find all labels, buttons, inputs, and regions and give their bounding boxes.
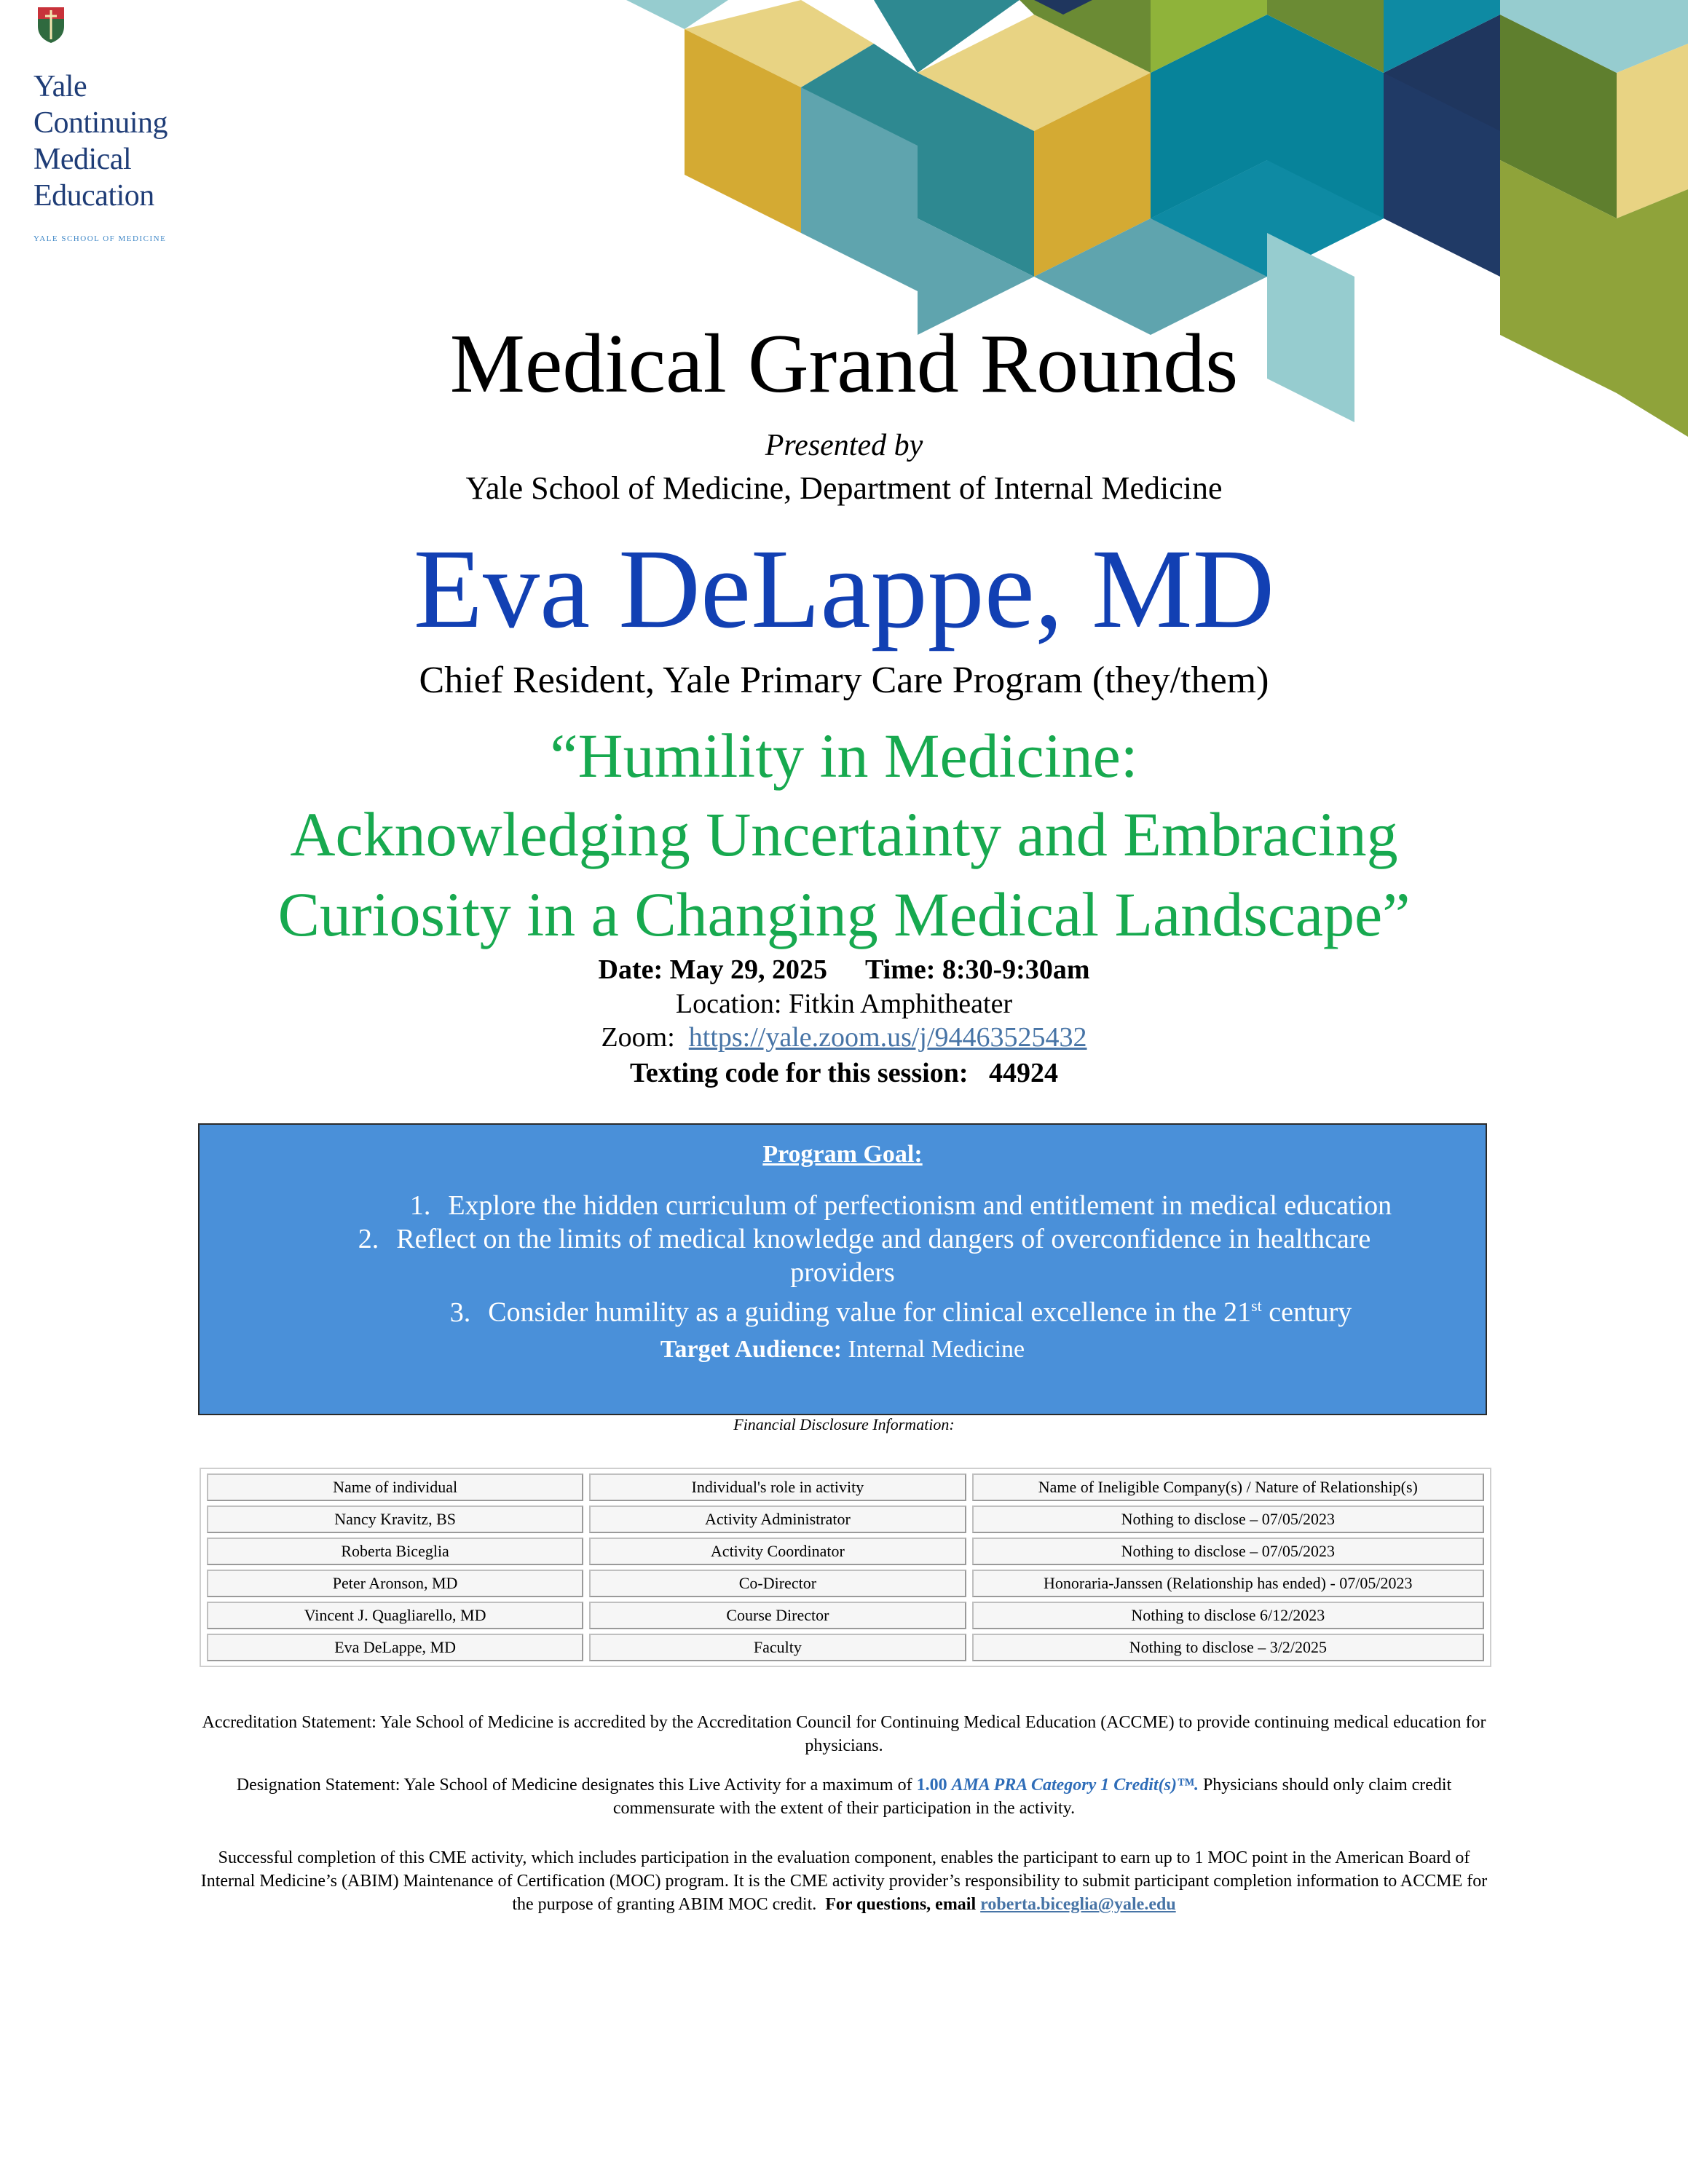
- column-header-name: Name of individual: [207, 1473, 583, 1501]
- table-row: [207, 1570, 1484, 1597]
- designation-credit: [917, 1776, 1199, 1795]
- goal-text-sup: st: [1251, 1297, 1262, 1315]
- table-row: [207, 1506, 1484, 1533]
- zoom-label: Zoom:: [601, 1022, 675, 1053]
- cell-relationship: Honoraria-Janssen (Relationship has ended) - 07/05/2023: [972, 1570, 1484, 1597]
- logo-line-medical: Medical: [33, 143, 132, 176]
- session-time: Time: 8:30-9:30am: [864, 954, 1090, 985]
- cell-role: Faculty: [589, 1634, 966, 1661]
- goal-item-1: [200, 1189, 1486, 1222]
- goal-number: 2.: [358, 1224, 379, 1254]
- speaker-role: Chief Resident, Yale Primary Care Program (they/them): [419, 660, 1269, 701]
- logo-line-yale: Yale: [33, 70, 87, 103]
- program-goal-heading: Program Goal:: [762, 1141, 923, 1168]
- financial-disclosure-title: Financial Disclosure Information:: [733, 1415, 955, 1433]
- designation-statement: [198, 1773, 1490, 1820]
- goal-text-end: century: [1261, 1297, 1352, 1328]
- cell-role: Course Director: [589, 1602, 966, 1629]
- cell-role: Activity Coordinator: [589, 1538, 966, 1565]
- table-row: [207, 1634, 1484, 1661]
- goal-text: Reflect on the limits of medical knowledge and dangers of overconfidence in healthcare: [396, 1224, 1371, 1254]
- yale-cme-logo: [33, 6, 167, 243]
- cell-relationship: Nothing to disclose – 07/05/2023: [972, 1506, 1484, 1533]
- speaker-name: Eva DeLappe, MD: [413, 526, 1275, 652]
- designation-pre: Designation Statement: Yale School of Medicine designates this Live Activity for a maximum of: [236, 1776, 917, 1795]
- program-goal-box: [198, 1123, 1487, 1415]
- column-header-role: Individual's role in activity: [589, 1473, 966, 1501]
- goal-item-2-continued: providers: [790, 1257, 895, 1288]
- logo-line-continuing: Continuing: [33, 106, 168, 140]
- page-title: Medical Grand Rounds: [449, 317, 1239, 411]
- session-location: Location: Fitkin Amphitheater: [675, 989, 1013, 1019]
- session-zoom: [0, 1021, 1688, 1053]
- goal-text: Explore the hidden curriculum of perfectionism and entitlement in medical education: [448, 1190, 1392, 1221]
- goal-item-2: [200, 1222, 1486, 1256]
- moc-statement: [198, 1846, 1490, 1916]
- texting-label: Texting code for this session:: [630, 1058, 969, 1088]
- credit-name: AMA PRA Category 1 Credit(s)™.: [951, 1776, 1199, 1795]
- logo-line-education: Education: [33, 179, 154, 213]
- cell-role: Co-Director: [589, 1570, 966, 1597]
- zoom-link[interactable]: https://yale.zoom.us/j/94463525432: [688, 1022, 1087, 1053]
- cell-name: Nancy Kravitz, BS: [207, 1506, 583, 1533]
- cell-name: Peter Aronson, MD: [207, 1570, 583, 1597]
- target-audience-label: Target Audience:: [660, 1336, 842, 1363]
- contact-email-link[interactable]: roberta.biceglia@yale.edu: [980, 1895, 1176, 1914]
- table-header-row: [207, 1473, 1484, 1501]
- designation-post: Physicians should only claim credit commensurate with the extent of their participation in the activity.: [612, 1776, 1452, 1818]
- column-header-relationship: Name of Ineligible Company(s) / Nature of Relationship(s): [972, 1473, 1484, 1501]
- session-datetime: [0, 954, 1688, 986]
- table-row: [207, 1538, 1484, 1565]
- goal-item-3: [200, 1289, 1486, 1329]
- moc-questions: For questions, email: [825, 1895, 977, 1914]
- cell-relationship: Nothing to disclose 6/12/2023: [972, 1602, 1484, 1629]
- moc-text: Successful completion of this CME activity, which includes participation in the evaluation component, enables the participant to earn up to 1 MOC point in the American Board of Internal Medicine’s (ABIM) Maintenance of Certification (MOC) program. It is the CME activity provider’s responsibility to submit participant completion information to ACCME for the purpose of granting ABIM MOC credit.: [200, 1848, 1488, 1914]
- talk-title-line-3: Curiosity in a Changing Medical Landscape”: [277, 879, 1411, 949]
- session-date: Date: May 29, 2025: [598, 954, 827, 985]
- accreditation-statement: Accreditation Statement: Yale School of Medicine is accredited by the Accreditation Council for Continuing Medical Education (ACCME) to provide continuing medical education for physicians.: [202, 1713, 1486, 1755]
- goal-number: 1.: [409, 1190, 431, 1221]
- target-audience: [200, 1336, 1486, 1364]
- goal-number: 3.: [449, 1297, 471, 1328]
- cell-relationship: Nothing to disclose – 3/2/2025: [972, 1634, 1484, 1661]
- disclosure-table: [200, 1468, 1491, 1667]
- target-audience-value: Internal Medicine: [848, 1336, 1025, 1363]
- texting-code-value: 44924: [988, 1058, 1058, 1088]
- talk-title-line-1: “Humility in Medicine:: [550, 721, 1138, 791]
- department: Yale School of Medicine, Department of Internal Medicine: [465, 470, 1223, 506]
- cell-name: Vincent J. Quagliarello, MD: [207, 1602, 583, 1629]
- credit-number: 1.00: [916, 1776, 947, 1795]
- texting-code: [0, 1057, 1688, 1089]
- presented-by: Presented by: [765, 429, 923, 462]
- cell-relationship: Nothing to disclose – 07/05/2023: [972, 1538, 1484, 1565]
- table-row: [207, 1602, 1484, 1629]
- yale-shield-icon: [36, 6, 66, 44]
- talk-title-line-2: Acknowledging Uncertainty and Embracing: [290, 799, 1398, 869]
- cell-name: Roberta Biceglia: [207, 1538, 583, 1565]
- goal-text: Consider humility as a guiding value for clinical excellence in the 21: [488, 1297, 1252, 1328]
- cell-role: Activity Administrator: [589, 1506, 966, 1533]
- logo-subline: YALE SCHOOL OF MEDICINE: [33, 234, 167, 243]
- cell-name: Eva DeLappe, MD: [207, 1634, 583, 1661]
